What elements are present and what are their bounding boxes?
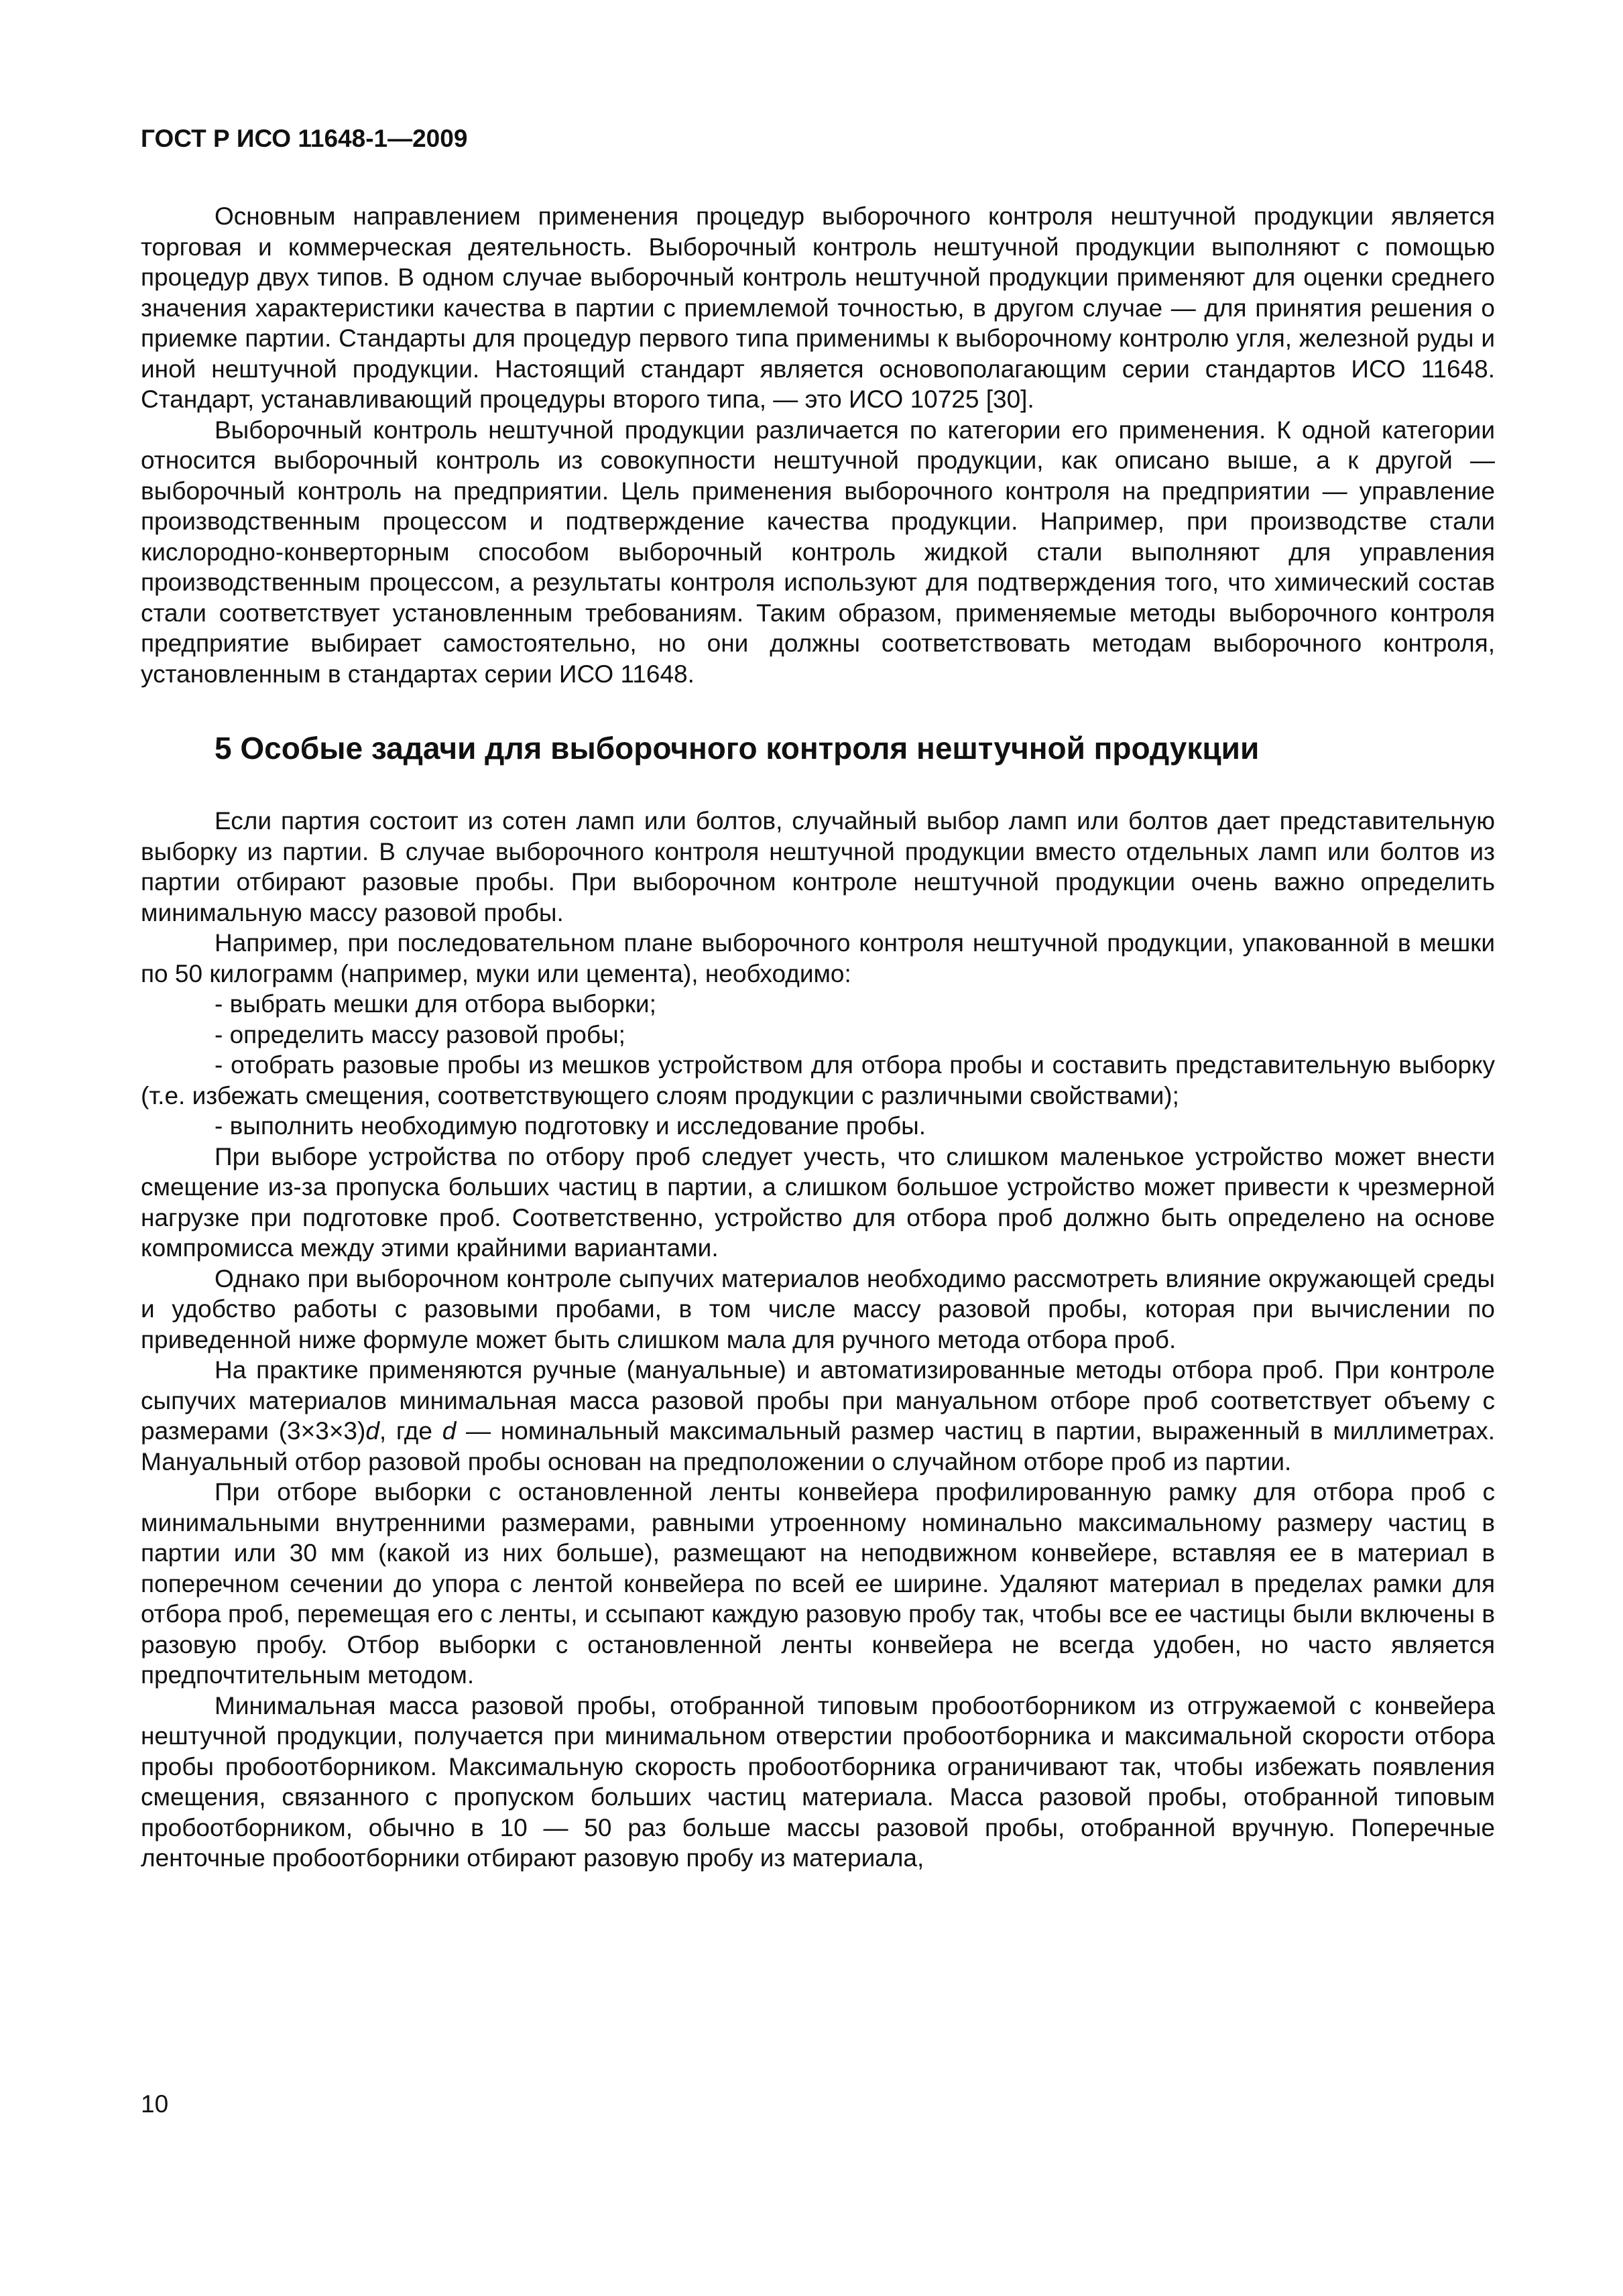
paragraph: Выборочный контроль нештучной продукции различается по категории его применения. К одной категории относится выборочный контроль из совокупности нештучной продукции, как описано выше, а к другой — выборочный контроль на предприятии. Цель применения выборочного контроля на предприятии — управление производственным процессом и подтверждение качества продукции. Например, при производстве стали кислородно-конверторным способом выборочный контроль жидкой стали выполняют для управления производственным процессом, а результаты контроля используют для подтверждения того, что химический состав стали соответствует установленным требованиям. Таким образом, применяемые методы выборочного контроля предприятие выбирает самостоятельно, но они должны соответствовать методам выборочного контроля, установленным в стандартах серии ИСО 11648.: [141, 416, 1495, 688]
list-item: - выбрать мешки для отбора выборки;: [215, 990, 656, 1018]
paragraph: Основным направлением применения процедур выборочного контроля нештучной продукции является торговая и коммерческая деятельность. Выборочный контроль нештучной продукции выполняют с помощью процедур двух типов. В одном случае выборочный контроль нештучной продукции применяют для оценки среднего значения характеристики качества в партии с приемлемой точностью, в другом случае — для принятия решения о приемке партии. Стандарты для процедур первого типа применимы к выборочному контролю угля, железной руды и иной нештучной продукции. Настоящий стандарт является основополагающим серии стандартов ИСО 11648. Стандарт, устанавливающий процедуры второго типа, — это ИСО 10725 [30].: [141, 202, 1495, 413]
list-item: - выполнить необходимую подготовку и исследование пробы.: [215, 1112, 926, 1140]
paragraph: При отборе выборки с остановленной ленты конвейера профилированную рамку для отбора проб с минимальными внутренними размерами, равными утроенному номинально максимальному размеру частиц в партии или 30 мм (какой из них больше), размещают на неподвижном конвейере, вставляя ее в материал в поперечном сечении до упора с лентой конвейера по всей ее ширине. Удаляют материал в пределах рамки для отбора проб, перемещая его с ленты, и ссыпают каждую разовую пробу так, чтобы все ее частицы были включены в разовую пробу. Отбор выборки с остановленной ленты конвейера не всегда удобен, но часто является предпочтительным методом.: [141, 1478, 1495, 1689]
paragraph: При выборе устройства по отбору проб следует учесть, что слишком маленькое устройство может внести смещение из-за пропуска больших частиц в партии, а слишком большое устройство может привести к чрезмерной нагрузке при подготовке проб. Соответственно, устройство для отбора проб должно быть определено на основе компромисса между этими крайними вариантами.: [141, 1142, 1495, 1262]
paragraph: Например, при последовательном плане выборочного контроля нештучной продукции, упакованной в мешки по 50 килограмм (например, муки или цемента), необходимо:: [141, 929, 1495, 987]
text-run: — номинальный максимальный размер частиц в партии, выраженный в миллиметрах. Мануальный отбор разовой пробы основан на предположении о случайном отборе проб из партии.: [141, 1417, 1495, 1475]
list-item: - определить массу разовой пробы;: [215, 1020, 625, 1048]
text-run: На практике применяются ручные (мануальные) и автоматизированные методы отбора проб. При контроле сыпучих материалов минимальная масса разовой пробы при мануальном отборе проб соответствует объему с размерами (3×3×3): [141, 1356, 1495, 1445]
section-title: 5 Особые задачи для выборочного контроля нештучной продукции: [215, 731, 1260, 766]
variable-d: d: [365, 1417, 379, 1445]
standard-header: ГОСТ Р ИСО 11648-1—2009: [141, 125, 468, 152]
variable-d: d: [442, 1417, 457, 1445]
paragraph: Однако при выборочном контроле сыпучих материалов необходимо рассмотреть влияние окружающей среды и удобство работы с разовыми пробами, в том числе массу разовой пробы, которая при вычислении по приведенной ниже формуле может быть слишком мала для ручного метода отбора проб.: [141, 1264, 1495, 1353]
page-number: 10: [141, 2090, 169, 2118]
paragraph: [141, 1355, 1495, 1477]
paragraph: Минимальная масса разовой пробы, отобранной типовым пробоотборником из отгружаемой с конвейера нештучной продукции, получается при минимальном отверстии пробоотборника и максимальной скорости отбора пробы пробоотборником. Максимальную скорость пробоотборника ограничивают так, чтобы избежать появления смещения, связанного с пропуском больших частиц материала. Масса разовой пробы, отобранной типовым пробоотборником, обычно в 10 — 50 раз больше массы разовой пробы, отобранной вручную. Поперечные ленточные пробоотборники отбирают разовую пробу из материала,: [141, 1691, 1495, 1872]
paragraph: Если партия состоит из сотен ламп или болтов, случайный выбор ламп или болтов дает представительную выборку из партии. В случае выборочного контроля нештучной продукции вместо отдельных ламп или болтов из партии отбирают разовые пробы. При выборочном контроле нештучной продукции очень важно определить минимальную массу разовой пробы.: [141, 807, 1495, 926]
text-run: , где: [379, 1417, 442, 1445]
list-item: - отобрать разовые пробы из мешков устройством для отбора пробы и составить представительную выборку (т.е. избежать смещения, соответствующего слоям продукции с различными свойствами);: [141, 1051, 1495, 1109]
document-body: [141, 201, 1495, 1874]
